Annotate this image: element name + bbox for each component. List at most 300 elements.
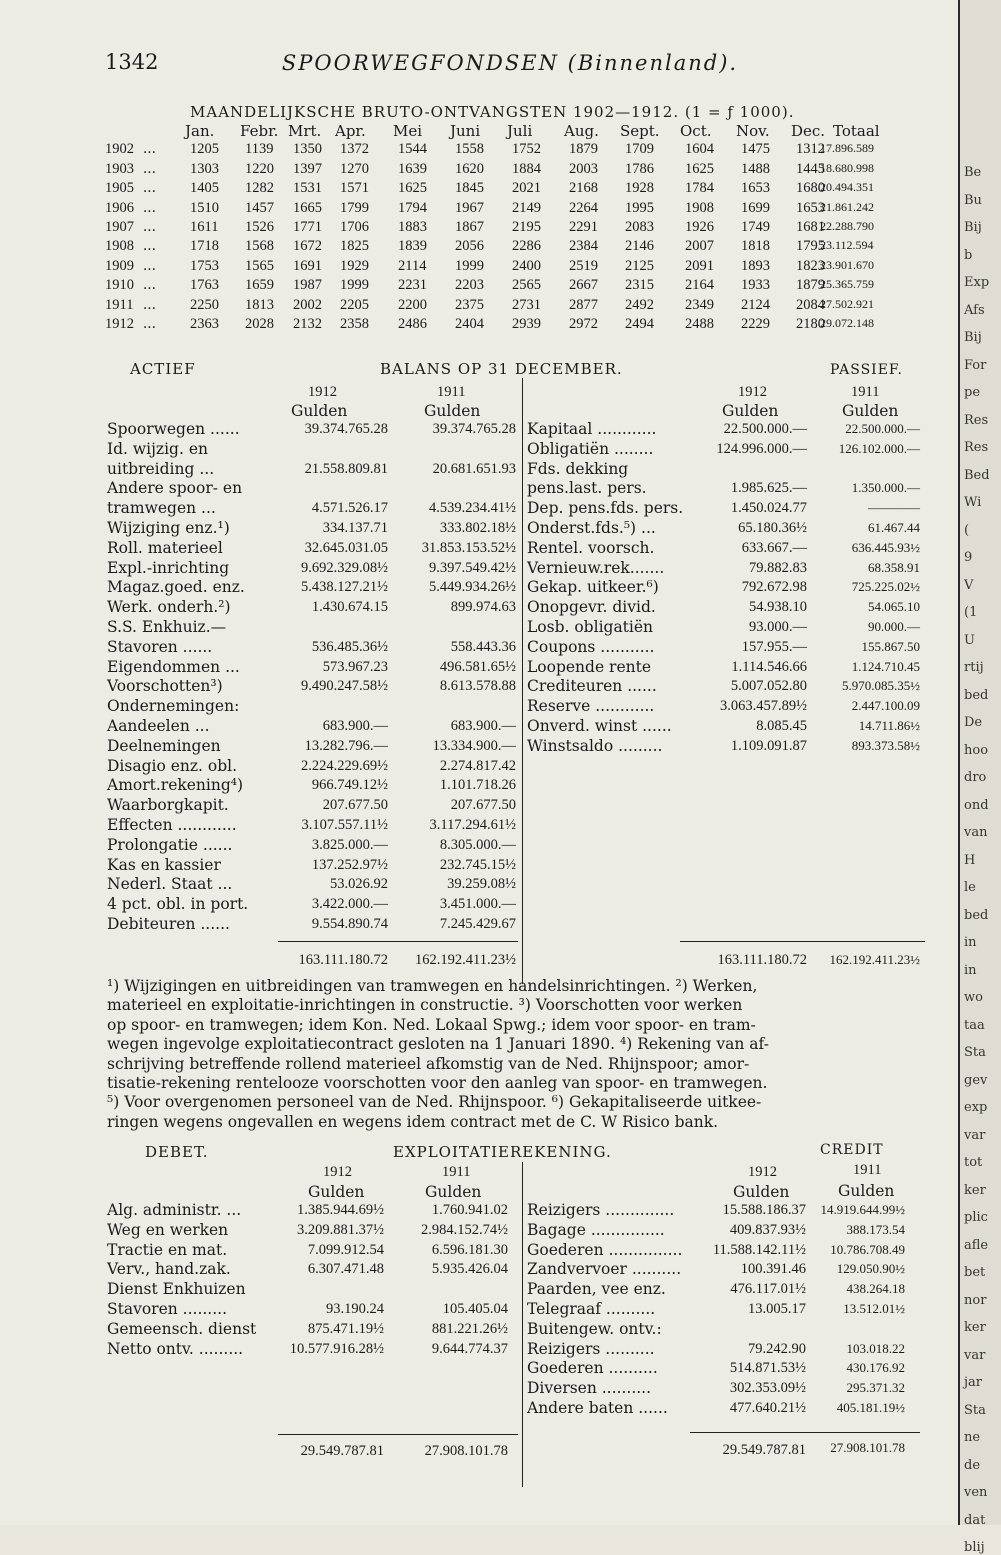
asset-value-1912: 5.438.127.21½	[301, 579, 388, 596]
monthly-value: 1839	[398, 238, 427, 255]
debit-value-1912: 10.577.916.28½	[289, 1340, 384, 1357]
liability-label: Loopende rente	[527, 657, 652, 676]
monthly-col-header: Apr.	[335, 122, 366, 140]
monthly-value: 17.896.589	[820, 141, 874, 156]
liability-label: Onopgevr. divid.	[527, 598, 656, 617]
credit-total-1911: 27.908.101.78	[830, 1440, 905, 1455]
monthly-value: 1884	[512, 160, 541, 177]
monthly-table	[105, 122, 920, 335]
liability-value-1912: 22.500.000.—	[723, 421, 807, 437]
side-fragment: dro	[964, 770, 987, 785]
liability-value-1911: 54.065.10	[868, 599, 920, 615]
asset-label: Amort.rekening⁴)	[107, 776, 244, 795]
liability-value-1912: 79.882.83	[749, 559, 807, 576]
liability-value-1911: 1.124.710.45	[851, 658, 920, 674]
side-fragment: ne	[964, 1430, 981, 1445]
side-fragment: pe	[964, 385, 981, 400]
liability-value-1912: 5.007.052.80	[730, 678, 807, 695]
liability-value-1912: 65.180.36½	[738, 520, 807, 536]
monthly-value: 2091	[685, 257, 714, 274]
liability-value-1912: 633.667.—	[741, 539, 807, 556]
monthly-value: 2149	[512, 199, 541, 216]
liability-value-1912: 1.114.546.66	[731, 658, 807, 675]
asset-value-1912: 21.558.809.81	[304, 460, 388, 477]
asset-label: Prolongatie ......	[107, 835, 233, 854]
liab-total-1911: 162.192.411.23½	[829, 952, 920, 967]
asset-label: Waarborgkapit.	[107, 796, 229, 815]
debit-total-1912: 29.549.787.81	[300, 1443, 384, 1459]
monthly-value: 1699	[741, 199, 770, 216]
side-fragment: ven	[964, 1485, 988, 1500]
asset-value-1911: 7.245.429.67	[439, 916, 516, 932]
monthly-value: 1879	[796, 277, 825, 294]
monthly-value: 1929	[340, 257, 369, 274]
monthly-value: 1397	[293, 160, 322, 177]
monthly-value: 1653	[741, 180, 770, 197]
credit-value-1911: 13.512.01½	[843, 1301, 905, 1316]
asset-label: Aandeelen ...	[107, 717, 210, 735]
monthly-col-header: Jan.	[185, 122, 215, 140]
balance-title: BALANS OP 31 DECEMBER.	[380, 360, 623, 378]
monthly-col-header: Mrt.	[288, 122, 322, 140]
monthly-year: 1912	[105, 315, 134, 332]
monthly-dots: ...	[143, 199, 156, 216]
monthly-value: 2114	[398, 257, 427, 274]
asset-value-1911: 31.853.153.52½	[421, 539, 516, 556]
monthly-value: 1784	[685, 180, 714, 197]
monthly-value: 1709	[625, 141, 654, 158]
monthly-value: 2291	[569, 218, 598, 235]
monthly-value: 1475	[741, 141, 770, 158]
side-fragment: var	[964, 1347, 986, 1363]
asset-label: Spoorwegen ......	[107, 420, 240, 438]
expl-debit-unit-1911: Gulden	[425, 1183, 482, 1201]
monthly-col-header: Juli	[507, 122, 533, 140]
liability-value-1911: ————	[868, 500, 920, 516]
side-fragment: taa	[964, 1017, 985, 1033]
monthly-value: 2229	[741, 315, 770, 332]
monthly-value: 2486	[398, 315, 427, 332]
monthly-row	[105, 258, 920, 277]
asset-value-1912: 32.645.031.05	[304, 539, 388, 556]
liability-value-1912: 792.672.98	[741, 579, 807, 596]
assets-total-rule	[278, 941, 518, 942]
monthly-value: 1752	[512, 141, 541, 158]
monthly-value: 1659	[245, 277, 274, 294]
asset-value-1912: 53.026.92	[330, 876, 388, 893]
expl-debit-unit-1912: Gulden	[308, 1183, 365, 1201]
monthly-value: 1845	[455, 180, 484, 197]
monthly-value: 2565	[512, 277, 541, 294]
monthly-value: 2164	[685, 277, 714, 294]
balance-assets-year-1912: 1912	[308, 384, 337, 400]
monthly-value: 1510	[190, 199, 219, 216]
monthly-value: 2132	[293, 315, 322, 332]
asset-value-1912: 3.825.000.—	[311, 836, 388, 853]
asset-label: Roll. materieel	[107, 538, 223, 557]
credit-value-1911: 430.176.92	[846, 1360, 905, 1376]
monthly-value: 1665	[293, 199, 322, 216]
asset-label: Disagio enz. obl.	[107, 756, 238, 775]
monthly-value: 2492	[625, 296, 654, 313]
credit-value-1912: 11.588.142.11½	[712, 1241, 806, 1258]
asset-label: uitbreiding ...	[107, 459, 215, 478]
side-fragment: Sta	[964, 1402, 986, 1418]
monthly-value: 1763	[190, 277, 219, 294]
asset-value-1911: 232.745.15½	[439, 856, 516, 873]
debit-total-1911: 27.908.101.78	[424, 1443, 508, 1459]
asset-value-1912: 9.490.247.58½	[301, 678, 388, 695]
monthly-dots: ...	[143, 296, 156, 313]
monthly-value: 1794	[398, 199, 427, 216]
monthly-value: 1544	[398, 141, 427, 158]
balance-assets-year-1911: 1911	[437, 384, 466, 400]
monthly-year: 1905	[105, 180, 134, 197]
side-fragment: Wi	[964, 495, 982, 510]
monthly-value: 1571	[340, 180, 369, 197]
monthly-col-header: Sept.	[620, 122, 660, 140]
monthly-value: 1879	[569, 141, 598, 158]
adjacent-page-strip	[958, 0, 1001, 1555]
liability-value-1911: 14.711.86½	[858, 718, 920, 733]
monthly-value: 1205	[190, 141, 219, 158]
monthly-value: 1825	[340, 238, 369, 255]
monthly-value: 23.901.670	[820, 257, 874, 272]
liab-total-rule	[680, 941, 925, 942]
monthly-value: 1680	[796, 180, 825, 197]
asset-value-1911: 496.581.65½	[439, 658, 516, 675]
credit-label: Goederen ...............	[527, 1240, 683, 1259]
credit-value-1912: 476.117.01½	[730, 1281, 806, 1298]
asset-label: tramwegen ...	[107, 499, 216, 518]
monthly-value: 1926	[685, 218, 714, 235]
debit-label: Weg en werken	[107, 1220, 229, 1239]
monthly-value: 21.861.242	[820, 199, 874, 214]
side-fragment: H	[964, 852, 976, 868]
monthly-value: 2494	[625, 315, 654, 332]
credit-value-1912: 100.391.46	[740, 1261, 806, 1278]
footnote-line: wegen ingevolge exploitatiecontract gesloten na 1 Januari 1890. ⁴) Rekening van af-	[107, 1035, 769, 1054]
side-fragment: tot	[964, 1155, 983, 1170]
side-fragment: Be	[964, 165, 982, 180]
credit-value-1911: 388.173.54	[846, 1221, 905, 1237]
asset-value-1911: 13.334.900.—	[432, 737, 516, 754]
liability-value-1912: 1.450.024.77	[730, 500, 807, 517]
liability-value-1911: 725.225.02½	[851, 579, 920, 595]
monthly-value: 1488	[741, 160, 770, 177]
asset-label: Kas en kassier	[107, 855, 221, 874]
liability-label: Winstsaldo .........	[527, 736, 663, 755]
monthly-value: 2264	[569, 199, 598, 216]
balance-liab-year-1912: 1912	[738, 384, 767, 400]
asset-value-1911: 3.451.000.—	[439, 896, 516, 913]
debit-value-1912: 7.099.912.54	[307, 1241, 384, 1258]
monthly-value: 1786	[625, 160, 654, 177]
side-fragment: dat	[964, 1512, 986, 1528]
expl-credit-year-1912: 1912	[748, 1164, 777, 1180]
monthly-value: 1718	[190, 238, 219, 255]
asset-value-1912: 13.282.796.—	[304, 737, 388, 754]
exploitatie-title: EXPLOITATIEREKENING.	[393, 1143, 612, 1161]
monthly-year: 1910	[105, 277, 134, 294]
credit-value-1912: 409.837.93½	[729, 1221, 806, 1238]
side-fragment: blij	[964, 1540, 985, 1555]
debit-value-1911: 1.760.941.02	[431, 1202, 508, 1218]
side-fragment: jar	[964, 1375, 982, 1390]
footnote-line: ringen wegens ongevallen en wegens idem contract met de C. W Risico bank.	[107, 1112, 719, 1131]
monthly-value: 1270	[340, 160, 369, 177]
asset-value-1912: 3.422.000.—	[311, 896, 388, 913]
monthly-value: 1706	[340, 218, 369, 235]
asset-label: Ondernemingen:	[107, 697, 240, 716]
debit-value-1911: 881.221.26½	[431, 1320, 508, 1337]
liability-value-1911: 22.500.000.—	[845, 421, 920, 436]
monthly-value: 2667	[569, 277, 598, 294]
credit-label: Paarden, vee enz.	[527, 1280, 666, 1299]
monthly-row	[105, 161, 920, 180]
monthly-dots: ...	[143, 218, 156, 235]
monthly-row	[105, 200, 920, 219]
debit-label: Gemeensch. dienst	[107, 1319, 257, 1338]
asset-value-1911: 683.900.—	[450, 718, 516, 734]
monthly-value: 1823	[796, 257, 825, 274]
asset-label: Andere spoor- en	[107, 479, 243, 498]
monthly-value: 2315	[625, 277, 654, 294]
asset-value-1911: 1.101.718.26	[439, 777, 516, 794]
monthly-value: 2358	[340, 315, 369, 332]
monthly-dots: ...	[143, 180, 156, 197]
side-fragment: Exp	[964, 275, 990, 290]
credit-label: Zandvervoer ..........	[527, 1260, 682, 1279]
monthly-value: 1795	[796, 238, 825, 255]
side-fragment: hoo	[964, 742, 989, 758]
monthly-value: 1753	[190, 257, 219, 274]
liability-label: pens.last. pers.	[527, 479, 647, 498]
expl-column-divider	[522, 1162, 523, 1487]
side-fragment: Afs	[964, 302, 985, 318]
debit-value-1911: 5.935.426.04	[431, 1261, 508, 1278]
credit-total-1912: 29.549.787.81	[722, 1442, 806, 1458]
asset-label: Expl.-inrichting	[107, 558, 230, 577]
expl-credit-year-1911: 1911	[853, 1162, 882, 1178]
debit-label: Tractie en mat.	[107, 1240, 228, 1259]
monthly-value: 1139	[245, 141, 274, 158]
monthly-value: 2083	[625, 218, 654, 235]
monthly-col-header: Oct.	[680, 122, 712, 140]
side-fragment: b	[964, 247, 973, 263]
monthly-col-header: Totaal	[833, 122, 880, 140]
side-fragment: ker	[964, 1320, 986, 1335]
side-fragment: wo	[964, 990, 983, 1005]
asset-value-1912: 9.692.329.08½	[301, 559, 388, 576]
liability-value-1912: 1.985.625.—	[730, 480, 807, 497]
monthly-value: 1312	[796, 141, 825, 158]
asset-value-1911: 899.974.63	[450, 599, 516, 616]
side-fragment: Bij	[964, 220, 982, 235]
monthly-dots: ...	[143, 141, 156, 158]
monthly-dots: ...	[143, 160, 156, 177]
asset-value-1911: 4.539.234.41½	[429, 500, 516, 517]
monthly-value: 1558	[455, 141, 484, 158]
liability-value-1911: 1.350.000.—	[851, 480, 920, 496]
liability-label: Reserve ............	[527, 697, 655, 716]
monthly-dots: ...	[143, 277, 156, 294]
monthly-value: 1967	[455, 199, 484, 216]
credit-label: Andere baten ......	[527, 1399, 668, 1417]
side-fragment: 9	[964, 550, 973, 565]
liability-value-1911: 5.970.085.35½	[842, 678, 920, 694]
monthly-value: 1625	[398, 180, 427, 197]
monthly-value: 1457	[245, 199, 274, 216]
credit-value-1911: 103.018.22	[846, 1340, 905, 1356]
liability-label: Losb. obligatiën	[527, 618, 654, 636]
debit-label: Alg. administr. ...	[107, 1201, 242, 1219]
monthly-value: 1928	[625, 180, 654, 197]
expl-credit-unit-1912: Gulden	[733, 1183, 790, 1201]
debit-label: Stavoren .........	[107, 1300, 228, 1318]
monthly-value: 1372	[340, 141, 369, 158]
credit-value-1911: 438.264.18	[846, 1281, 905, 1297]
side-fragment: Bed	[964, 467, 990, 483]
asset-value-1911: 39.259.08½	[447, 876, 516, 893]
monthly-value: 2021	[512, 180, 541, 197]
debit-label: Dienst Enkhuizen	[107, 1280, 246, 1299]
exploitatie-debet-label: DEBET.	[145, 1143, 209, 1161]
monthly-value: 1625	[685, 160, 714, 177]
side-fragment: gev	[964, 1072, 988, 1088]
monthly-value: 1749	[741, 218, 770, 235]
monthly-value: 1672	[293, 238, 322, 255]
asset-value-1912: 683.900.—	[322, 718, 388, 734]
monthly-value: 2384	[569, 238, 598, 255]
monthly-value: 1681	[796, 218, 825, 235]
monthly-value: 22.288.790	[820, 218, 874, 233]
credit-label: Telegraaf ..........	[527, 1300, 656, 1318]
asset-label: Nederl. Staat ...	[107, 875, 233, 894]
footnote-line: ⁵) Voor overgenomen personeel van de Ned. Rhijnspoor. ⁶) Gekapitaliseerde uitkee-	[107, 1093, 762, 1112]
side-fragment: le	[964, 880, 976, 895]
asset-value-1912: 2.224.229.69½	[301, 757, 388, 774]
asset-value-1912: 1.430.674.15	[311, 599, 388, 616]
monthly-dots: ...	[143, 257, 156, 274]
footnote-line: tisatie-rekening rentelooze voorschotten voor den aanleg van spoor- en tramwegen.	[107, 1074, 768, 1092]
debit-value-1912: 6.307.471.48	[307, 1261, 384, 1278]
monthly-value: 2939	[512, 315, 541, 332]
monthly-header-row	[105, 122, 920, 141]
liability-value-1912: 3.063.457.89½	[720, 698, 807, 715]
monthly-value: 2400	[512, 257, 541, 274]
asset-value-1912: 966.749.12½	[311, 777, 388, 794]
side-fragment: bed	[964, 907, 989, 923]
asset-label: Werk. onderh.²)	[107, 598, 231, 617]
monthly-year: 1903	[105, 160, 134, 177]
asset-value-1912: 573.967.23	[322, 658, 388, 675]
asset-label: Voorschotten³)	[107, 677, 223, 696]
monthly-col-header: Dec.	[791, 122, 826, 140]
balance-liab-unit-1911: Gulden	[842, 402, 899, 420]
monthly-value: 2180	[796, 315, 825, 332]
monthly-value: 2003	[569, 160, 598, 177]
asset-label: Stavoren ......	[107, 637, 213, 656]
monthly-value: 2195	[512, 218, 541, 235]
asset-value-1912: 536.485.36½	[311, 638, 388, 655]
debit-value-1912: 93.190.24	[326, 1301, 384, 1317]
credit-label: Reizigers ..............	[527, 1201, 675, 1219]
credit-value-1911: 14.919.644.99½	[820, 1202, 905, 1217]
balance-column-divider	[522, 378, 523, 984]
monthly-value: 1568	[245, 238, 274, 255]
credit-value-1911: 10.786.708.49	[830, 1241, 905, 1257]
monthly-year: 1907	[105, 218, 134, 235]
asset-value-1911: 207.677.50	[450, 797, 516, 814]
asset-label: Eigendommen ...	[107, 657, 240, 676]
monthly-value: 1405	[190, 180, 219, 197]
asset-value-1912: 39.374.765.28	[304, 421, 388, 437]
monthly-col-header: Nov.	[736, 122, 770, 140]
monthly-year: 1902	[105, 141, 134, 158]
debit-value-1911: 6.596.181.30	[431, 1241, 508, 1258]
balance-assets-unit-1912: Gulden	[291, 402, 348, 420]
side-fragment: Sta	[964, 1045, 986, 1060]
monthly-year: 1906	[105, 199, 134, 216]
monthly-value: 1999	[340, 277, 369, 294]
monthly-value: 2286	[512, 238, 541, 255]
monthly-value: 1999	[455, 257, 484, 274]
liability-value-1911: 636.445.93½	[851, 539, 920, 555]
credit-value-1912: 15.588.186.37	[722, 1202, 806, 1218]
asset-value-1911: 39.374.765.28	[432, 421, 516, 437]
side-fragment: in	[964, 935, 977, 950]
expl-debit-year-1911: 1911	[442, 1164, 471, 1180]
liability-value-1912: 124.996.000.—	[716, 440, 807, 457]
monthly-value: 1691	[293, 257, 322, 274]
monthly-row	[105, 180, 920, 199]
liability-value-1911: 155.867.50	[861, 638, 920, 654]
monthly-value: 1611	[190, 218, 219, 235]
liability-label: Kapitaal ............	[527, 420, 657, 438]
monthly-value: 1653	[796, 199, 825, 216]
monthly-year: 1909	[105, 257, 134, 274]
monthly-value: 2363	[190, 315, 219, 332]
monthly-value: 2200	[398, 296, 427, 313]
monthly-value: 2205	[340, 296, 369, 313]
liability-value-1912: 157.955.—	[741, 638, 807, 655]
debit-label: Netto ontv. .........	[107, 1339, 244, 1358]
monthly-value: 2250	[190, 296, 219, 313]
side-fragment: de	[964, 1457, 981, 1473]
monthly-col-header: Febr.	[240, 122, 279, 140]
liability-label: Onverd. winst ......	[527, 717, 672, 735]
monthly-value: 1526	[245, 218, 274, 235]
monthly-value: 1604	[685, 141, 714, 158]
asset-label: Deelnemingen	[107, 736, 221, 755]
balance-actief-label: ACTIEF	[130, 360, 196, 378]
monthly-value: 2007	[685, 238, 714, 255]
debit-value-1911: 105.405.04	[442, 1301, 508, 1317]
asset-label: Wijziging enz.¹)	[107, 519, 230, 537]
side-fragment: nor	[964, 1292, 987, 1308]
debit-value-1911: 2.984.152.74½	[421, 1221, 508, 1238]
footnote-line: materieel en exploitatie-inrichtingen in constructie. ³) Voorschotten voor werken	[107, 996, 743, 1015]
monthly-value: 1445	[796, 160, 825, 177]
monthly-value: 1908	[685, 199, 714, 216]
credit-label: Bagage ...............	[527, 1220, 665, 1239]
side-fragment: ond	[964, 797, 989, 813]
monthly-value: 2375	[455, 296, 484, 313]
monthly-value: 1620	[455, 160, 484, 177]
monthly-dots: ...	[143, 238, 156, 255]
balance-passief-label: PASSIEF.	[830, 362, 903, 378]
